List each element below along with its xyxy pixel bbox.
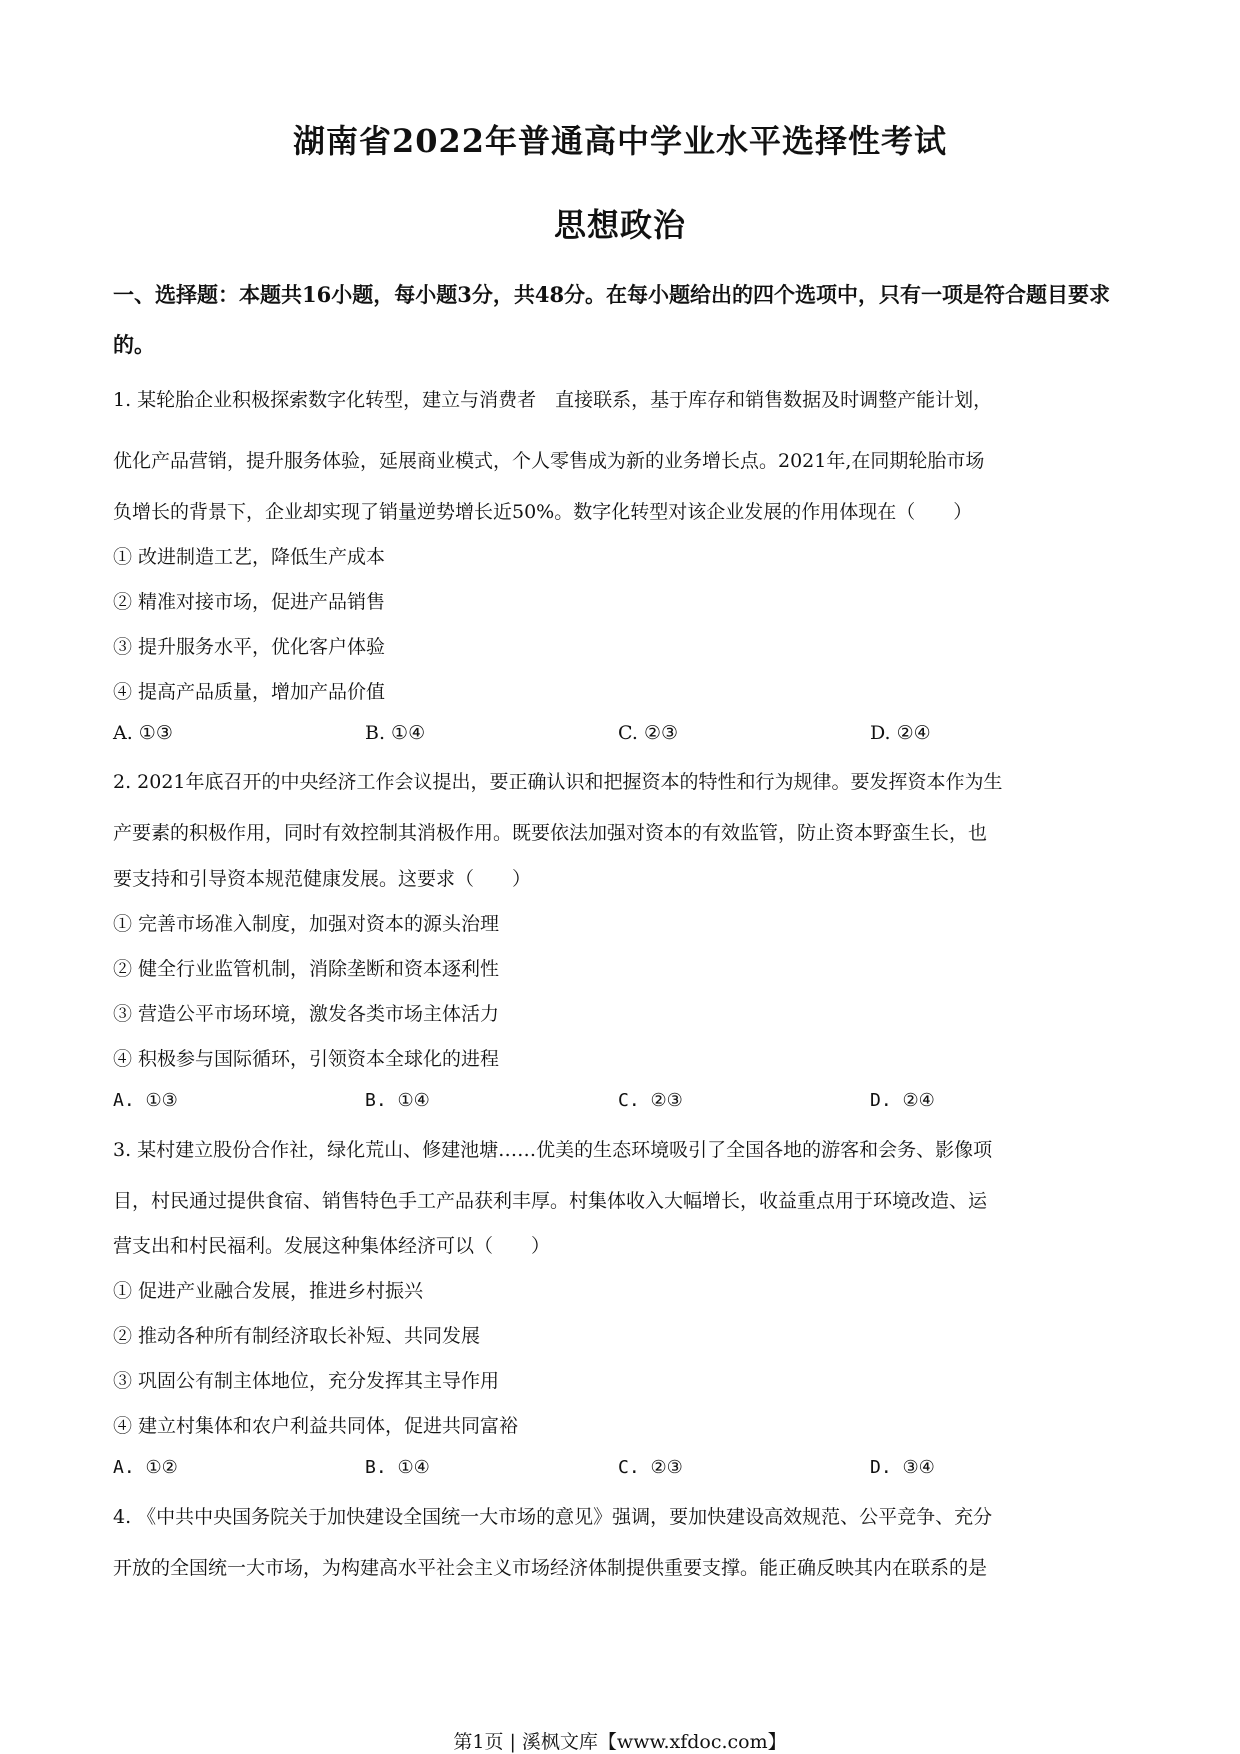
exam-title: 湖南省2022年普通高中学业水平选择性考试 [292,122,948,160]
q2-item-1: ① 完善市场准入制度，加强对资本的源头治理 [113,913,500,935]
q3-stem-line-3: 营支出和村民福利。发展这种集体经济可以（ ） [113,1235,551,1257]
q3-choice-b: B. ①④ [365,1457,430,1478]
q1-item-1: ① 改进制造工艺，降低生产成本 [113,546,386,568]
q2-stem-line-1: 2. 2021年底召开的中央经济工作会议提出，要正确认识和把握资本的特性和行为规律。要发挥资本作为生 [113,771,1003,793]
q3-choice-d: D. ③④ [870,1457,935,1478]
q3-stem-line-2: 目，村民通过提供食宿、销售特色手工产品获利丰厚。村集体收入大幅增长，收益重点用于环境改造、运 [113,1190,988,1212]
q2-stem-line-2: 产要素的积极作用，同时有效控制其消极作用。既要依法加强对资本的有效监管，防止资本野蛮生长，也 [113,822,988,844]
section-heading: 一、选择题：本题共16小题，每小题3分，共48分。在每小题给出的四个选项中，只有一项是符合题目要求的。 [113,282,1111,357]
q3-item-3: ③ 巩固公有制主体地位，充分发挥其主导作用 [113,1370,500,1392]
page-footer: 第1页 | 溪枫文库【www.xfdoc.com】 [453,1731,787,1753]
q1-stem-line-1: 1. 某轮胎企业积极探索数字化转型，建立与消费者 直接联系，基于库存和销售数据及时调整产能计划， [113,389,993,411]
q1-stem-line-2: 优化产品营销，提升服务体验，延展商业模式，个人零售成为新的业务增长点。2021年,在同期轮胎市场 [113,450,985,472]
q1-choice-b: B. ①④ [365,722,426,744]
q1-item-2: ② 精准对接市场，促进产品销售 [113,591,386,613]
q3-stem-line-1: 3. 某村建立股份合作社，绿化荒山、修建池塘……优美的生态环境吸引了全国各地的游客和会务、影像项 [113,1139,993,1161]
q2-item-2: ② 健全行业监管机制，消除垄断和资本逐利性 [113,958,500,980]
q3-item-4: ④ 建立村集体和农户利益共同体，促进共同富裕 [113,1415,519,1437]
q2-choice-c: C. ②③ [618,1090,683,1111]
q3-choice-a: A. ①② [113,1457,178,1478]
q2-item-3: ③ 营造公平市场环境，激发各类市场主体活力 [113,1003,500,1025]
q3-choice-c: C. ②③ [618,1457,683,1478]
subject-title: 思想政治 [553,206,686,244]
q2-choice-a: A. ①③ [113,1090,178,1111]
q1-item-3: ③ 提升服务水平，优化客户体验 [113,636,386,658]
q2-item-4: ④ 积极参与国际循环，引领资本全球化的进程 [113,1048,500,1070]
q1-item-4: ④ 提高产品质量，增加产品价值 [113,681,386,703]
q2-choice-d: D. ②④ [870,1090,935,1111]
q1-choice-a: A. ①③ [113,722,173,744]
q1-choice-d: D. ②④ [870,722,931,744]
q4-stem-line-2: 开放的全国统一大市场，为构建高水平社会主义市场经济体制提供重要支撑。能正确反映其内在联系的是 [113,1557,988,1579]
q2-choice-b: B. ①④ [365,1090,430,1111]
q2-stem-line-3: 要支持和引导资本规范健康发展。这要求（ ） [113,868,532,890]
q1-stem-line-3: 负增长的背景下，企业却实现了销量逆势增长近50%。数字化转型对该企业发展的作用体现在（ ） [113,501,973,523]
q1-choice-c: C. ②③ [618,722,679,744]
q3-item-2: ② 推动各种所有制经济取长补短、共同发展 [113,1325,481,1347]
q3-item-1: ① 促进产业融合发展，推进乡村振兴 [113,1280,424,1302]
q4-stem-line-1: 4. 《中共中央国务院关于加快建设全国统一大市场的意见》强调，要加快建设高效规范、公平竞争、充分 [113,1506,993,1528]
